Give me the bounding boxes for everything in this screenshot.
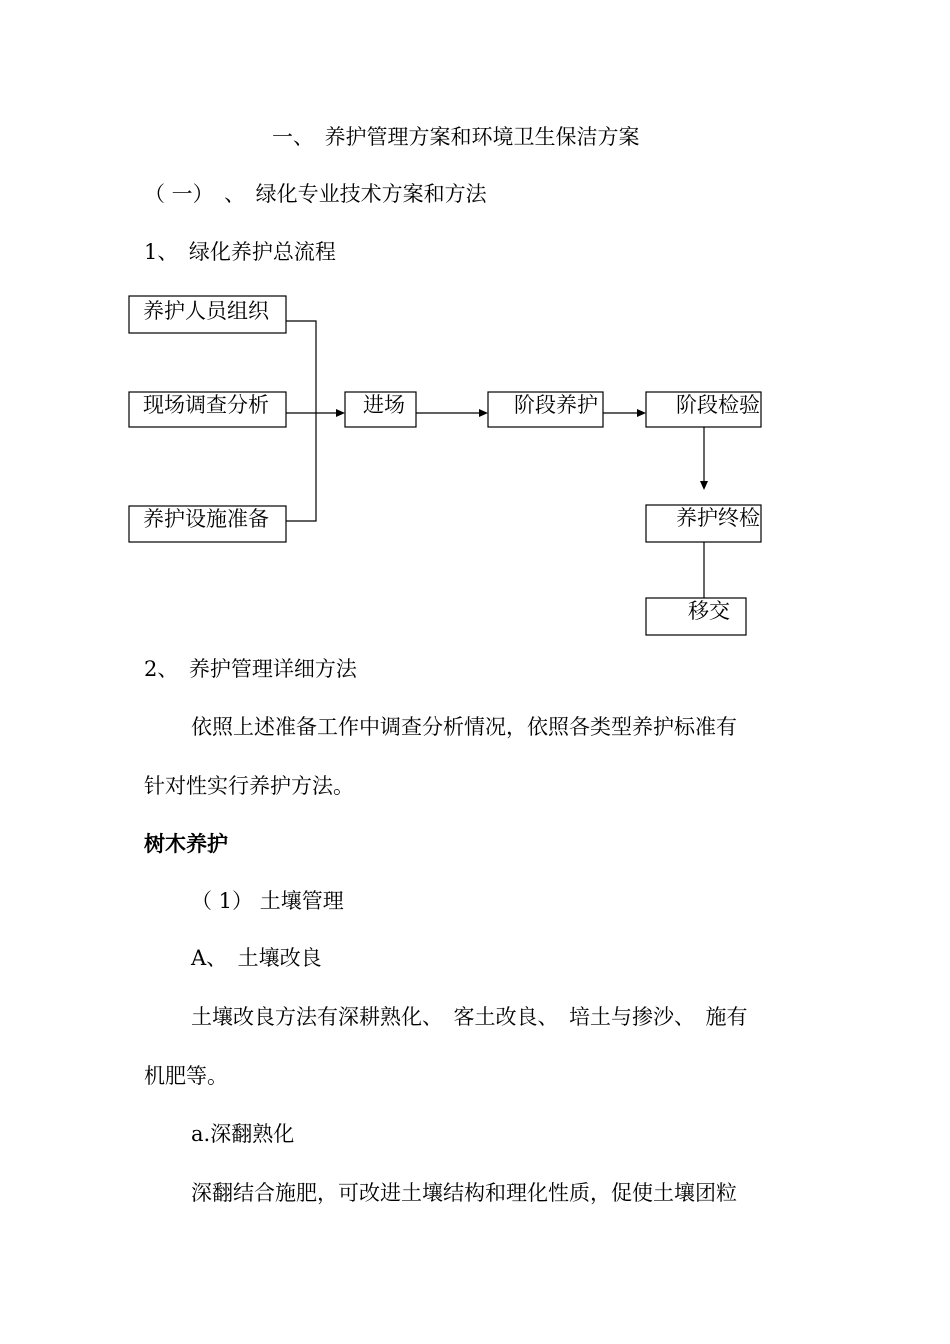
flow-bracket-connector xyxy=(286,321,316,521)
flow-label-handover: 移交 xyxy=(688,599,730,623)
paragraph-2-line-2: 机肥等。 xyxy=(144,1064,228,1088)
paragraph-2-line-1: 土壤改良方法有深耕熟化、 客土改良、 培土与掺沙、 施有 xyxy=(191,1005,748,1029)
flow-label-stage-check: 阶段检验 xyxy=(676,393,760,417)
subheading-soil-management: （ 1） 土壤管理 xyxy=(191,889,344,913)
flow-label-staff: 养护人员组织 xyxy=(143,299,269,323)
flow-arrowhead-stage-maint xyxy=(479,409,488,417)
paragraph-1-line-2: 针对性实行养护方法。 xyxy=(144,774,354,798)
item-heading-2: 2、 养护管理详细方法 xyxy=(144,657,357,681)
paragraph-3-line-1: 深翻结合施肥，可改进土壤结构和理化性质，促使土壤团粒 xyxy=(191,1181,737,1205)
paragraph-1-line-1: 依照上述准备工作中调查分析情况，依照各类型养护标准有 xyxy=(191,715,737,739)
flow-arrowhead-final-check xyxy=(700,481,708,490)
flowchart xyxy=(0,0,950,660)
subheading-deep-tillage: a.深翻熟化 xyxy=(191,1122,295,1146)
flow-label-stage-maint: 阶段养护 xyxy=(514,393,598,417)
subheading-soil-improvement: A、 土壤改良 xyxy=(191,946,322,970)
flow-label-facility: 养护设施准备 xyxy=(143,507,269,531)
heading-tree-care: 树木养护 xyxy=(144,831,228,856)
flow-label-survey: 现场调查分析 xyxy=(143,393,269,417)
item-heading-1: 1、 绿化养护总流程 xyxy=(144,240,336,264)
flow-arrowhead-enter xyxy=(336,409,345,417)
section-heading-1: （ 一） 、 绿化专业技术方案和方法 xyxy=(144,182,487,206)
flow-label-final-check: 养护终检 xyxy=(676,506,760,530)
flow-arrowhead-stage-check xyxy=(637,409,646,417)
doc-title: 一、 养护管理方案和环境卫生保洁方案 xyxy=(272,125,640,149)
flow-label-enter: 进场 xyxy=(363,393,405,417)
